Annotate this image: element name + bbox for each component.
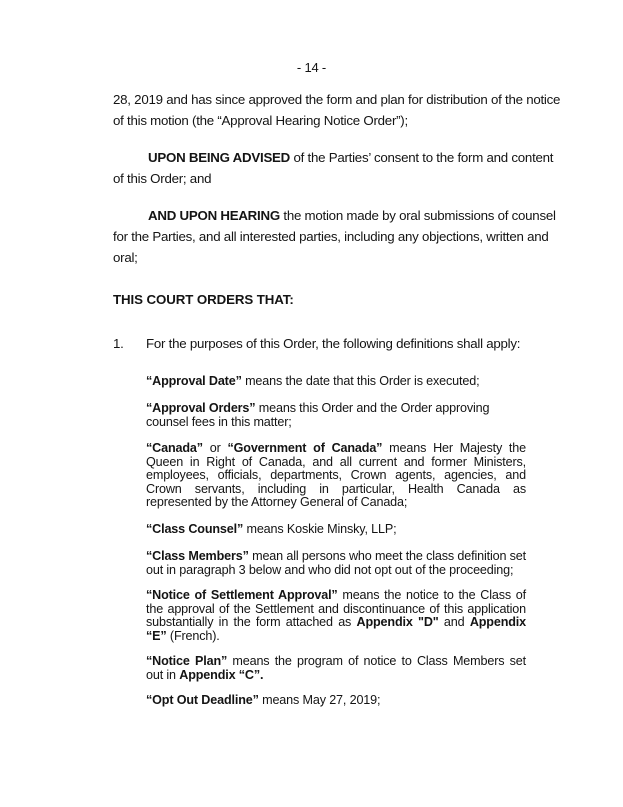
definition-term: “Class Counsel” [146, 522, 244, 536]
recital-hearing-line-3: oral; [113, 250, 138, 265]
definition-term: “Class Members” [146, 549, 249, 563]
definition-text-tail: (French). [166, 628, 220, 643]
preamble-line-1: 28, 2019 and has since approved the form and plan for distribution of the notice [113, 92, 561, 107]
definition-approval-date [146, 375, 526, 389]
definition-opt-out-deadline [146, 694, 526, 708]
definition-term: “Approval Orders” [146, 401, 256, 415]
definition-notice-of-settlement-approval [146, 589, 526, 643]
page-number: - 14 - [296, 60, 327, 75]
appendix-reference: Appendix "D" [356, 615, 439, 629]
orders-heading: THIS COURT ORDERS THAT: [113, 292, 294, 307]
definition-text: mean all persons who meet the class definition set out in paragraph 3 below and who did not opt out of the proceeding; [146, 549, 527, 577]
recital-advised-lead: UPON BEING ADVISED [148, 150, 291, 165]
definition-class-members [146, 550, 526, 577]
recital-advised-text: of the Parties’ consent to the form and content [290, 150, 554, 165]
definition-text: means Her Majesty the Queen in Right of Canada, and all current and former Ministers, employees, officials, departments, Crown agents, agencies, and Crown servants, including in particular, Health Canada as represented by the Attorney General of Canada; [146, 441, 526, 509]
recital-hearing-text: the motion made by oral submissions of counsel [279, 208, 556, 223]
preamble-line-2: of this motion (the “Approval Hearing Notice Order”); [113, 113, 408, 128]
definition-term-alt: “Government of Canada” [227, 441, 383, 455]
paragraph-intro: For the purposes of this Order, the following definitions shall apply: [146, 336, 521, 351]
definition-term: “Approval Date” [146, 374, 242, 388]
definition-text: means the date that this Order is executed; [241, 374, 480, 388]
definition-term: “Notice Plan” [146, 654, 228, 668]
definition-text: means the program of notice to Class Members set out in [146, 654, 526, 682]
recital-hearing-line-1 [148, 208, 556, 223]
definition-notice-plan [146, 655, 526, 682]
definition-canada [146, 442, 526, 510]
appendix-reference: Appendix “E” [146, 615, 526, 643]
recital-advised-line-1 [148, 150, 553, 165]
recital-hearing-line-2: for the Parties, and all interested parties, including any objections, written and [113, 229, 549, 244]
definition-term: “Canada” [146, 441, 203, 455]
definition-text: means this Order and the Order approving counsel fees in this matter; [146, 401, 490, 429]
paragraph-number: 1. [113, 336, 124, 351]
appendix-reference: Appendix “C”. [179, 667, 264, 682]
definition-class-counsel [146, 523, 526, 537]
definition-text: means May 27, 2019; [258, 693, 381, 707]
recital-advised-line-2: of this Order; and [113, 171, 212, 186]
definition-text-mid: and [438, 615, 470, 629]
definition-text: means Koskie Minsky, LLP; [243, 522, 397, 536]
definition-connector: or [202, 441, 228, 455]
recital-hearing-lead: AND UPON HEARING [148, 208, 280, 223]
definition-term: “Opt Out Deadline” [146, 693, 259, 707]
definition-term: “Notice of Settlement Approval” [146, 588, 338, 602]
definition-text: means the notice to the Class of the approval of the Settlement and discontinuance of this application substantially in the form attached as [146, 588, 526, 629]
definition-approval-orders [146, 402, 526, 429]
